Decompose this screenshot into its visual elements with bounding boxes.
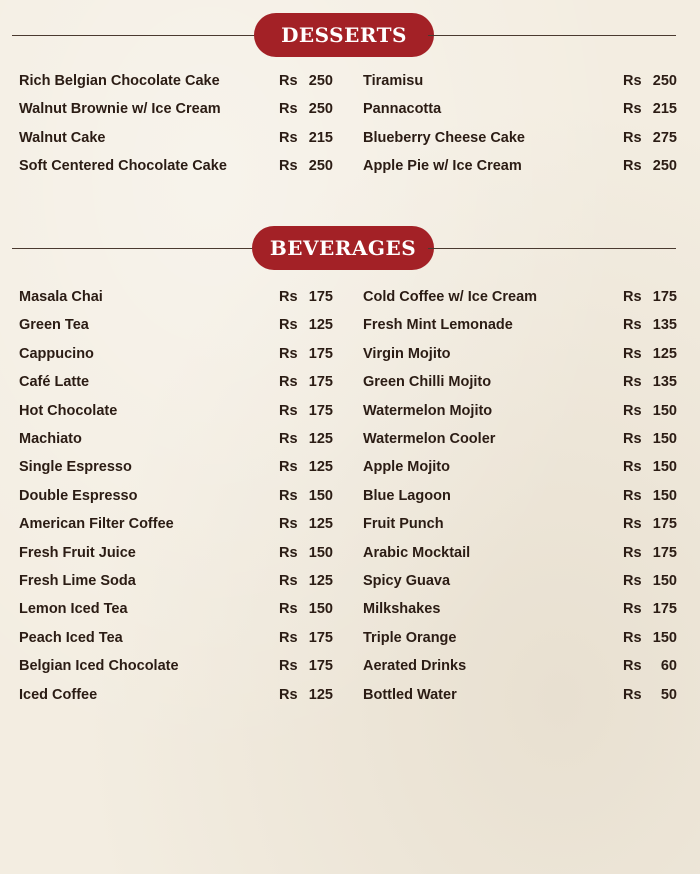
item-name: Hot Chocolate bbox=[19, 402, 118, 419]
item-currency: Rs bbox=[623, 158, 642, 175]
item-currency: Rs bbox=[623, 431, 642, 447]
item-price: 150 bbox=[652, 487, 677, 504]
item-price: 150 bbox=[652, 431, 677, 447]
desserts-rule-left bbox=[12, 35, 272, 36]
beverages-rule-right bbox=[428, 248, 676, 249]
menu-row bbox=[0, 482, 700, 510]
item-price: 215 bbox=[652, 101, 677, 118]
menu-row bbox=[0, 595, 700, 623]
item-price: 125 bbox=[308, 516, 333, 533]
menu-row bbox=[0, 368, 700, 396]
item-currency: Rs bbox=[279, 601, 298, 618]
item-name: Machiato bbox=[19, 431, 82, 447]
item-name: Cappucino bbox=[19, 345, 94, 362]
item-currency: Rs bbox=[279, 402, 298, 419]
item-currency: Rs bbox=[623, 686, 642, 703]
beverages-header bbox=[0, 226, 700, 272]
item-currency: Rs bbox=[279, 686, 298, 703]
item-name: Café Latte bbox=[19, 374, 90, 391]
item-currency: Rs bbox=[623, 402, 642, 419]
item-currency: Rs bbox=[623, 317, 642, 334]
item-price: 175 bbox=[652, 516, 677, 533]
menu-row bbox=[0, 624, 700, 652]
item-price: 50 bbox=[660, 686, 677, 703]
item-name: Masala Chai bbox=[19, 289, 103, 305]
item-currency: Rs bbox=[623, 544, 642, 561]
item-name: Fruit Punch bbox=[363, 516, 444, 533]
item-currency: Rs bbox=[279, 317, 298, 334]
item-currency: Rs bbox=[279, 345, 298, 362]
item-name: Belgian Iced Chocolate bbox=[19, 658, 179, 675]
item-price: 60 bbox=[660, 658, 677, 675]
item-price: 125 bbox=[308, 317, 333, 334]
item-price: 250 bbox=[652, 73, 677, 89]
item-price: 175 bbox=[308, 402, 333, 419]
item-name: Lemon Iced Tea bbox=[19, 601, 128, 618]
menu-row bbox=[0, 425, 700, 453]
item-price: 175 bbox=[308, 629, 333, 646]
menu-row bbox=[0, 567, 700, 595]
menu-row bbox=[0, 67, 700, 95]
item-name: Fresh Fruit Juice bbox=[19, 544, 136, 561]
item-price: 250 bbox=[308, 73, 333, 89]
beverages-title: BEVERAGES bbox=[252, 226, 434, 270]
item-name: Walnut Cake bbox=[19, 129, 106, 146]
item-name: Apple Pie w/ Ice Cream bbox=[363, 158, 522, 175]
item-currency: Rs bbox=[279, 573, 298, 589]
item-price: 250 bbox=[308, 101, 333, 118]
item-name: Fresh Mint Lemonade bbox=[363, 317, 513, 334]
item-name: Watermelon Mojito bbox=[363, 402, 493, 419]
item-name: Tiramisu bbox=[363, 73, 424, 89]
item-name: Arabic Mocktail bbox=[363, 544, 471, 561]
menu-row bbox=[0, 397, 700, 425]
item-price: 135 bbox=[652, 317, 677, 334]
item-name: Soft Centered Chocolate Cake bbox=[19, 158, 227, 175]
item-price: 215 bbox=[308, 129, 333, 146]
item-name: Spicy Guava bbox=[363, 573, 451, 589]
item-currency: Rs bbox=[279, 658, 298, 675]
item-currency: Rs bbox=[279, 289, 298, 305]
item-currency: Rs bbox=[623, 487, 642, 504]
item-price: 175 bbox=[652, 289, 677, 305]
item-name: Green Chilli Mojito bbox=[363, 374, 492, 391]
item-currency: Rs bbox=[623, 289, 642, 305]
menu-row bbox=[0, 152, 700, 180]
desserts-title: DESSERTS bbox=[254, 13, 434, 57]
item-currency: Rs bbox=[623, 629, 642, 646]
menu-row bbox=[0, 124, 700, 152]
item-currency: Rs bbox=[279, 459, 298, 476]
item-name: Rich Belgian Chocolate Cake bbox=[19, 73, 220, 89]
beverages-rule-left bbox=[12, 248, 272, 249]
item-name: Fresh Lime Soda bbox=[19, 573, 136, 589]
menu-row bbox=[0, 283, 700, 311]
item-currency: Rs bbox=[623, 573, 642, 589]
menu-row bbox=[0, 95, 700, 123]
item-price: 175 bbox=[652, 601, 677, 618]
item-name: Peach Iced Tea bbox=[19, 629, 123, 646]
item-currency: Rs bbox=[279, 101, 298, 118]
item-price: 125 bbox=[308, 573, 333, 589]
item-currency: Rs bbox=[279, 629, 298, 646]
menu-row bbox=[0, 311, 700, 339]
item-name: Double Espresso bbox=[19, 487, 138, 504]
item-currency: Rs bbox=[279, 158, 298, 175]
item-currency: Rs bbox=[279, 374, 298, 391]
item-currency: Rs bbox=[279, 73, 298, 89]
item-price: 150 bbox=[652, 629, 677, 646]
item-name: Apple Mojito bbox=[363, 459, 450, 476]
menu-row bbox=[0, 510, 700, 538]
item-currency: Rs bbox=[279, 516, 298, 533]
item-name: Triple Orange bbox=[363, 629, 457, 646]
menu-row bbox=[0, 539, 700, 567]
item-price: 150 bbox=[308, 487, 333, 504]
item-price: 125 bbox=[652, 345, 677, 362]
item-name: Cold Coffee w/ Ice Cream bbox=[363, 289, 538, 305]
item-price: 125 bbox=[308, 459, 333, 476]
item-currency: Rs bbox=[623, 601, 642, 618]
item-price: 250 bbox=[308, 158, 333, 175]
item-name: American Filter Coffee bbox=[19, 516, 174, 533]
item-currency: Rs bbox=[279, 431, 298, 447]
item-currency: Rs bbox=[623, 73, 642, 89]
item-price: 150 bbox=[308, 601, 333, 618]
item-price: 150 bbox=[652, 573, 677, 589]
item-price: 150 bbox=[652, 402, 677, 419]
item-price: 175 bbox=[652, 544, 677, 561]
item-name: Green Tea bbox=[19, 317, 89, 334]
item-name: Iced Coffee bbox=[19, 686, 98, 703]
menu-row bbox=[0, 652, 700, 680]
item-price: 150 bbox=[308, 544, 333, 561]
item-price: 175 bbox=[308, 345, 333, 362]
item-currency: Rs bbox=[623, 374, 642, 391]
item-name: Pannacotta bbox=[363, 101, 442, 118]
menu-row bbox=[0, 340, 700, 368]
item-currency: Rs bbox=[623, 129, 642, 146]
item-price: 175 bbox=[308, 289, 333, 305]
item-currency: Rs bbox=[279, 487, 298, 504]
item-price: 275 bbox=[652, 129, 677, 146]
item-price: 175 bbox=[308, 658, 333, 675]
item-name: Bottled Water bbox=[363, 686, 457, 703]
item-price: 250 bbox=[652, 158, 677, 175]
desserts-header bbox=[0, 13, 700, 59]
item-currency: Rs bbox=[623, 516, 642, 533]
item-currency: Rs bbox=[623, 459, 642, 476]
item-currency: Rs bbox=[623, 345, 642, 362]
item-price: 135 bbox=[652, 374, 677, 391]
menu-row bbox=[0, 453, 700, 481]
item-name: Walnut Brownie w/ Ice Cream bbox=[19, 101, 221, 118]
item-currency: Rs bbox=[279, 129, 298, 146]
item-name: Aerated Drinks bbox=[363, 658, 467, 675]
item-currency: Rs bbox=[623, 658, 642, 675]
item-currency: Rs bbox=[279, 544, 298, 561]
item-price: 125 bbox=[308, 431, 333, 447]
item-name: Watermelon Cooler bbox=[363, 431, 496, 447]
item-name: Single Espresso bbox=[19, 459, 132, 476]
item-currency: Rs bbox=[623, 101, 642, 118]
item-name: Blue Lagoon bbox=[363, 487, 451, 504]
menu-row bbox=[0, 681, 700, 709]
item-price: 175 bbox=[308, 374, 333, 391]
item-price: 125 bbox=[308, 686, 333, 703]
item-name: Virgin Mojito bbox=[363, 345, 451, 362]
item-price: 150 bbox=[652, 459, 677, 476]
desserts-rule-right bbox=[428, 35, 676, 36]
item-name: Milkshakes bbox=[363, 601, 441, 618]
item-name: Blueberry Cheese Cake bbox=[363, 129, 525, 146]
